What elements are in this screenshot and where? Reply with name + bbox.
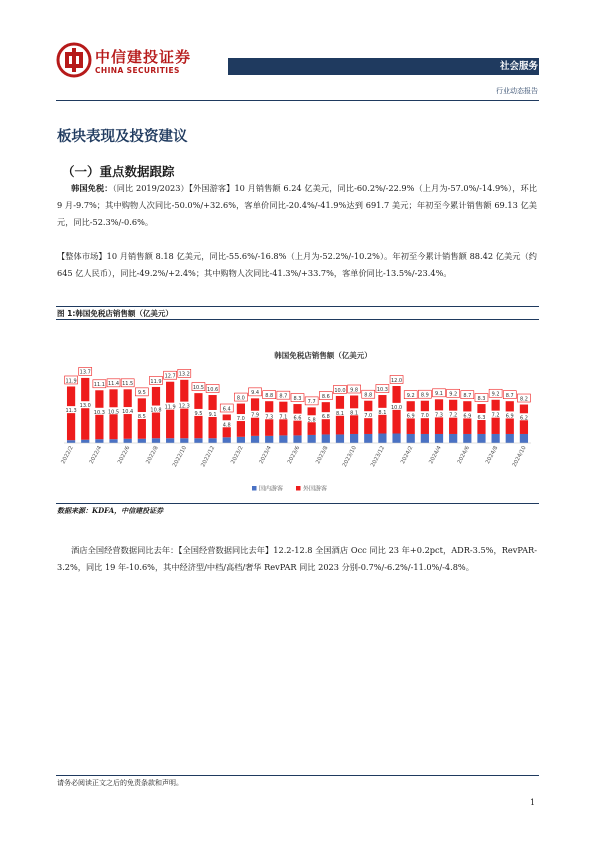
data-label-foreign: 8.1 [350,410,359,417]
x-tick-label: 2024/10 [511,445,528,469]
bar-domestic [81,440,89,443]
data-label-total: 11.9 [150,378,162,385]
data-label-foreign: 11.3 [65,408,77,415]
x-tick-label: 2023/8 [315,445,330,466]
data-label-foreign: 7.0 [236,416,245,423]
data-label-total: 8.2 [519,396,528,403]
data-label-total: 9.2 [449,391,458,398]
x-tick-label: 2022/8 [145,445,160,466]
company-logo-icon [56,42,92,78]
bar-domestic [180,438,188,443]
x-tick-label: 2023/6 [286,445,302,466]
data-label-total: 6.4 [222,406,231,413]
chart-bars [65,367,531,443]
bar-domestic [421,434,429,443]
bar-domestic [152,438,160,443]
bar-domestic [251,436,259,443]
data-label-foreign: 12.3 [178,403,190,410]
chart-title: 韩国免税店销售额（亿美元） [274,351,372,360]
bar-domestic [308,435,316,443]
data-label-foreign: 7.1 [279,414,288,421]
data-label-total: 11.1 [93,382,105,389]
x-tick-label: 2024/8 [485,445,500,466]
sales-bar-chart [56,320,539,502]
data-label-foreign: 7.2 [449,412,458,419]
legend-swatch [296,486,301,491]
data-label-foreign: 6.8 [321,414,330,421]
data-label-foreign: 5.8 [307,417,316,424]
data-label-foreign: 10.5 [107,409,120,416]
bar-domestic [463,434,471,443]
chart-x-axis [60,443,531,468]
paragraph-overall-market [57,248,537,282]
data-label-foreign: 4.8 [222,422,231,429]
footer-disclaimer: 请务必阅读正文之后的免责条款和声明。 [57,779,183,787]
data-label-foreign: 7.9 [251,412,260,419]
bar-domestic [265,436,273,443]
footer-rule [56,775,539,776]
paragraph-body: 酒店全国经营数据同比去年：【全国经营数据同比去年】12.2-12.8 全国酒店 Occ 同比 23 年+0.2pct，ADR-3.5%，RevPAR-3.2%，同比 19 年-10.6%，其中经济型/中档/高档/奢华 RevPAR 同比 2023 分别-0.7%/-6.2%/-11.0%/-4.8%。 [57,545,537,572]
data-label-foreign: 10.4 [122,409,134,416]
figure-top-rule [56,306,539,307]
figure-source: 数据来源：KDFA，中信建投证券 [57,506,164,515]
data-label-total: 8.7 [463,393,472,399]
x-tick-label: 2024/4 [428,445,443,466]
x-tick-label: 2022/12 [200,445,217,469]
data-label-foreign: 11.9 [164,404,176,411]
bar-domestic [322,434,330,443]
bar-domestic [378,434,386,444]
bar-domestic [435,434,443,443]
data-label-total: 8.6 [321,393,330,400]
paragraph-lead: 韩国免税： [71,183,113,193]
chart-legend [252,485,327,493]
data-label-total: 11.9 [65,378,77,385]
bar-domestic [293,435,301,443]
data-label-total: 9.1 [435,391,443,398]
bar-domestic [279,435,287,443]
data-label-total: 8.3 [293,395,302,402]
data-label-total: 10.0 [334,387,346,394]
data-label-foreign: 7.2 [491,412,500,419]
data-label-total: 7.7 [307,399,316,406]
page-number: 1 [530,798,536,807]
data-label-total: 12.0 [390,377,403,384]
header-divider [56,100,539,101]
bar-domestic [520,434,528,443]
data-label-total: 10.6 [207,386,219,393]
x-tick-label: 2022/10 [172,445,189,469]
bar-domestic [223,437,231,443]
x-tick-label: 2023/4 [258,445,273,466]
data-label-foreign: 6.3 [477,415,486,422]
data-label-total: 9.2 [406,393,415,399]
x-tick-label: 2023/10 [341,445,358,469]
data-label-total: 8.9 [420,392,429,399]
data-label-total: 8.7 [279,393,288,400]
figure-bottom-rule [56,503,539,504]
bar-domestic [407,434,415,443]
legend-swatch [252,486,257,491]
data-label-total: 13.2 [178,371,190,378]
data-label-foreign: 6.2 [519,415,528,422]
data-label-total: 9.5 [137,390,146,397]
figure-caption: 图 1:韩国免税店销售额（亿美元） [57,309,173,318]
company-name-cn: 中信建投证券 [95,48,192,66]
bar-domestic [138,439,146,443]
section-label: 社会服务 [499,61,538,72]
legend-label: 国内游客 [259,485,284,493]
bar-domestic [67,440,75,443]
bar-domestic [95,439,103,443]
section-heading: 板块表现及投资建议 [57,129,188,145]
x-tick-label: 2024/2 [400,445,415,466]
report-type: 行业动态报告 [496,87,538,95]
data-label-total: 11.4 [107,381,120,388]
legend-label: 外国游客 [303,485,328,493]
data-label-total: 10.5 [192,384,205,391]
x-tick-label: 2022/2 [60,445,75,466]
data-label-total: 8.8 [364,392,373,399]
bar-domestic [364,434,372,443]
subsection-heading: （一）重点数据跟踪 [62,164,175,179]
data-label-total: 8.0 [236,395,245,402]
data-label-foreign: 9.1 [208,411,217,418]
bar-domestic [350,434,358,443]
data-label-foreign: 10.8 [150,407,162,414]
bar-domestic [166,438,174,443]
data-label-foreign: 6.9 [463,413,472,420]
data-label-foreign: 10.0 [390,404,403,411]
data-label-total: 11.5 [122,381,134,388]
data-label-foreign: 6.6 [293,415,302,422]
data-label-foreign: 7.0 [420,413,429,420]
bar-domestic [506,434,514,443]
data-label-foreign: 6.9 [505,413,514,420]
bar-domestic [449,434,457,443]
data-label-total: 9.4 [251,390,260,397]
data-label-foreign: 7.3 [265,414,274,421]
data-label-total: 13.7 [79,369,91,376]
x-tick-label: 2023/12 [370,445,387,469]
paragraph-body: （同比 2019/2023）【外国游客】10 月销售额 6.24 亿美元，同比-60.2%/-22.9%（上月为-57.0%/-14.9%），环比 9 月-9.7%；其中购物人次同比-50.0%/+32.6%，客单价同比-20.4%/-41.9%达到 691.7 美元；年初至今累计销售额 69.13 亿美元，同比-52.3%/-0.6%。 [57,183,537,227]
data-label-foreign: 10.3 [93,409,105,416]
data-label-foreign: 8.5 [137,414,146,421]
bar-domestic [237,437,245,443]
data-label-total: 9.8 [350,387,359,394]
bar-domestic [194,438,202,443]
paragraph-korea-duty-free [57,180,537,231]
bar-domestic [208,438,216,443]
data-label-foreign: 7.3 [435,412,443,419]
bar-domestic [109,439,117,443]
data-label-foreign: 13.0 [79,403,91,410]
paragraph-body: 【整体市场】10 月销售额 8.18 亿美元，同比-55.6%/-16.8%（上月为-52.2%/-10.2%）。年初至今累计销售额 88.42 亿美元（约 645 亿人民币），同比-49.2%/+2.4%；其中购物人次同比-41.3%/+33.7%，客单价同比-13.5%/-23.4%。 [57,251,537,278]
data-label-foreign: 6.9 [406,413,415,420]
company-name-en: CHINA SECURITIES [95,66,180,75]
bar-domestic [392,434,400,444]
data-label-total: 8.3 [477,395,486,402]
bar-domestic [336,434,344,443]
data-label-foreign: 8.1 [335,410,344,417]
bar-domestic [492,434,500,443]
x-tick-label: 2024/6 [456,445,472,466]
paragraph-hotel-data [57,542,537,576]
x-tick-label: 2023/2 [230,445,245,466]
data-label-total: 8.8 [265,393,274,399]
x-tick-label: 2022/4 [88,445,104,466]
data-label-total: 9.2 [491,391,500,398]
data-label-total: 8.7 [505,393,514,399]
bar-domestic [124,439,132,443]
data-label-foreign: 9.5 [194,410,203,417]
data-label-foreign: 8.1 [378,409,387,416]
bar-domestic [477,434,485,443]
data-label-total: 10.3 [376,386,388,393]
x-tick-label: 2022/6 [117,445,132,466]
data-label-foreign: 7.0 [364,413,373,420]
data-label-total: 12.7 [164,373,176,380]
